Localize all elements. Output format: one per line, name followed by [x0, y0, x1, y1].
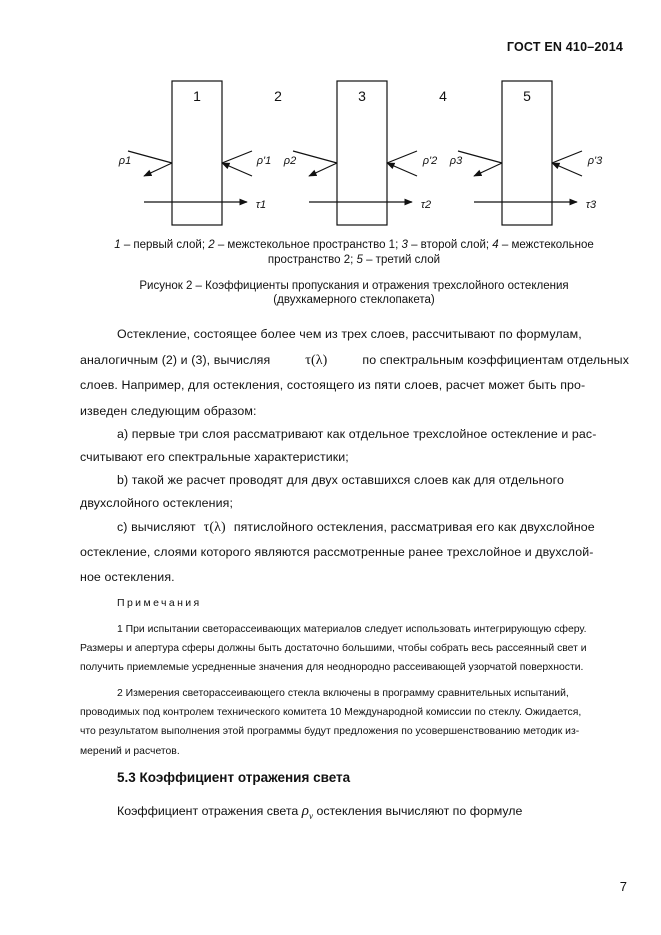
- tau-1: τ1: [255, 199, 267, 211]
- rho-prime-1: ρ'1: [256, 155, 272, 167]
- tau-2: τ2: [420, 199, 432, 211]
- label-space-4: 4: [439, 88, 447, 104]
- note-2: 2 Измерения светорассеивающего стекла включены в программу сравнительных испытаний, проводимых под контролем технического комитета 10 Международной комиссии по стеклу. Ожидается, что результатом выполнения этой программы будут предложения по усовершенствованию методик из- мерений и расчетов.: [80, 688, 582, 757]
- label-layer-3: 3: [358, 88, 366, 104]
- rho-2: ρ2: [283, 155, 297, 167]
- reflection-formula-intro: Коэффициент отражения света $\rho_v$ остекления вычисляют по формуле: [117, 803, 523, 821]
- reflection-arrow-left-2: [293, 151, 337, 163]
- note-1: 1 При испытании светорассеивающих материалов следует использовать интегрирующую сферу. Размеры и апертура сферы должны быть достаточно большими, чтобы собрать весь рассеянный свет и получить приемлемые усредненные значения для неоднородно рассеивающей узорчатой поверхности.: [80, 624, 587, 674]
- notes-title: Примечания: [117, 597, 202, 609]
- reflection-arrow-right-3: [552, 151, 582, 163]
- reflection-arrow-right-2: [387, 151, 417, 163]
- rho-1: ρ1: [118, 155, 132, 167]
- figure-caption: Рисунок 2 – Коэффициенты пропускания и отражения трехслойного остекления (двухкамерного стеклопакета): [139, 280, 569, 306]
- figure-legend: 1 – первый слой; 2 – межстекольное пространство 1; 3 – второй слой; 4 – межстекольное пространство 2; 5 – третий слой: [114, 239, 594, 266]
- reflection-arrow-left-1: [128, 151, 172, 163]
- document-header: ГОСТ EN 410–2014: [506, 40, 623, 54]
- list-item-b: b) такой же расчет проводят для двух оставшихся слоев как для отдельного двухслойного остекления;: [80, 473, 564, 510]
- glazing-diagram: [100, 78, 620, 228]
- list-item-c: с) вычисляют τ(λ) пятислойного остекления, рассматривая его как двухслойное остекление, слоями которого являются рассмотренные ранее трехслойное и двухслой- ное остекления.: [80, 515, 629, 590]
- label-layer-1: 1: [193, 88, 201, 104]
- tau-3: τ3: [585, 199, 597, 211]
- rho-prime-3: ρ'3: [587, 155, 603, 167]
- label-layer-5: 5: [523, 88, 531, 104]
- tau-lambda-symbol: τ(λ): [305, 352, 328, 368]
- page-number: 7: [619, 879, 627, 894]
- section-heading: 5.3 Коэффициент отражения света: [117, 770, 351, 785]
- tau-lambda-symbol-2: τ(λ): [203, 520, 226, 535]
- rho-3: ρ3: [449, 155, 463, 167]
- paragraph-multilayer: Остекление, состоящее более чем из трех слоев, рассчитывают по формулам, аналогичным (2) и (3), вычисляя τ(λ) по спектральным коэффициентам отдельных слоев. Например, для остекления, состоящего из пяти слоев, расчет может быть про- изведен следующим образом:: [80, 327, 629, 418]
- reflection-arrow-left-3: [458, 151, 502, 163]
- rho-prime-2: ρ'2: [422, 155, 438, 167]
- label-space-2: 2: [274, 88, 282, 104]
- list-item-a: а) первые три слоя рассматривают как отдельное трехслойное остекление и рас- считывают его спектральные характеристики;: [80, 427, 597, 464]
- reflection-arrow-right-1: [222, 151, 252, 163]
- rho-v-symbol: $\rho_v$: [301, 803, 313, 821]
